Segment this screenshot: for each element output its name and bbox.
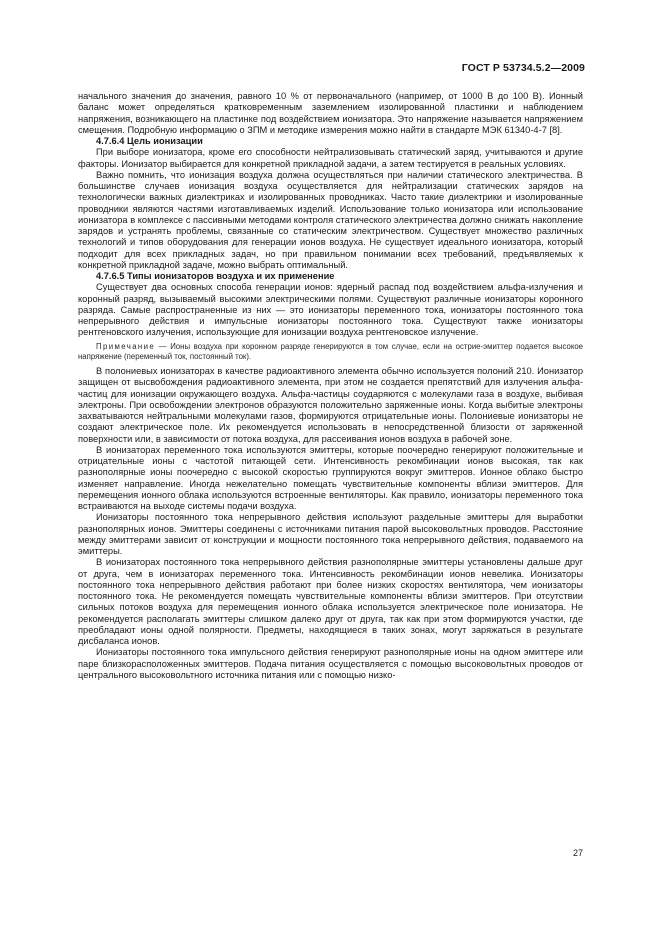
paragraph: В ионизаторах постоянного тока непрерывного действия разнополярные эмиттеры установлены дальше друг от друга, чем в ионизаторах переменного тока. Интенсивность рекомбинации ионов невелика. Ионизаторы постоянного тока непрерывного действия работают при более низких скоростях вентилятора, чем ионизаторы постоянного тока. Не рекомендуется помещать чувствительные компоненты вблизи эмиттеров. При отсутствии сильных потоков воздуха для перемещения ионного облака используется электрическое поле ионизатора. Не рекомендуется располагать эмиттеры слишком далеко друг от друга, так как при этом формируются участки, где преобладают ионы одной полярности. Предметы, находящиеся в таких зонах, могут заряжаться в результате дисбаланса ионов. <box>78 557 583 647</box>
paragraph: Существует два основных способа генерации ионов: ядерный распад под воздействием альфа-излучения и коронный разряд, вызываемый высокими электрическими полями. Существуют различные ионизаторы коронного разряда. Самые распространенные из них — это ионизаторы переменного тока, ионизаторы постоянного тока непрерывного действия и импульсные ионизаторы постоянного тока. Существуют также ионизаторы рентгеновского излучения, использующие для ионизации воздуха рентгеновское излучение. <box>78 282 583 338</box>
paragraph: В ионизаторах переменного тока используются эмиттеры, которые поочередно генерируют положительные и отрицательные ионы с частотой питающей сети. Интенсивность рекомбинации ионов высокая, так как разнополярные ионы поочередно с высокой скоростью группируются вокруг эмиттеров. Ионное облако быстро изменяет направление. Иногда нежелательно помещать чувствительные компоненты вблизи эмиттеров. Для перемещения ионного облака используются встроенные вентиляторы. Как правило, ионизаторы переменного тока встраиваются на выходе системы подачи воздуха. <box>78 444 583 512</box>
note-text: — Ионы воздуха при коронном разряде генерируются в том случае, если на острие-эмиттер подается высокое напряжение (переменный ток, постоянный ток). <box>78 341 583 362</box>
paragraph: Ионизаторы постоянного тока импульсного действия генерируют разнополярные ионы на одном эмиттере или паре близкорасположенных эмиттеров. Подача питания осуществляется с помощью высоковольтных проводов от центрального высоковольтного источника питания или с помощью низко- <box>78 647 583 680</box>
paragraph: В полониевых ионизаторах в качестве радиоактивного элемента обычно используется полоний 210. Ионизатор защищен от высвобождения радиоактивного элемента, при этом не создается препятствий для излучения альфа-частиц для ионизации окружающего воздуха. Альфа-частицы соударяются с молекулами газа в воздухе, выбивая электроны. При освобождении электронов образуются положительно заряженные ионы. Когда выбитые электроны захватываются нейтральными молекулами газов, формируются отрицательные ионы. Полониевые ионизаторы не создают электрическое поле. Их рекомендуется использовать в непосредственной близости от заряженной поверхности или, в зависимости от потока воздуха, для рассеивания ионов воздуха в рабочей зоне. <box>78 366 583 444</box>
paragraph-intro: начального значения до значения, равного 10 % от первоначального (например, от 1000 В до 100 В). Ионный баланс может определяться кратковременным заземлением изолированной пластинки и наблюдением напряжения, возникающего на пластинке под воздействием ионизатора. Это напряжение называется напряжением смещения. Подробную информацию о ЗПМ и методике измерения можно найти в стандарте МЭК 61340-4-7 [8]. <box>78 91 583 135</box>
document-body <box>78 91 583 681</box>
section-heading-4-7-6-5: 4.7.6.5 Типы ионизаторов воздуха и их применение <box>96 271 335 281</box>
document-header: ГОСТ Р 53734.5.2—2009 <box>461 62 585 74</box>
paragraph: Важно помнить, что ионизация воздуха должна осуществляться при наличии статического электричества. В большинстве случаев ионизация воздуха осуществляется для нейтрализации статических зарядов на технологически важных диэлектриках и изолированных проводниках. Часто такие диэлектрики и изолированные проводники являются частями изготавливаемых изделий. Использование только ионизатора или использование ионизатора в комплексе с пассивными методами контроля статического электричества должно снижать накопление зарядов и устранять проблемы, связанные со статическим электричеством. Существует множество различных технологий и типов оборудования для генерации ионов воздуха. Не существует идеального ионизатора, который подходит для всех прикладных задач, но при правильном понимании всех требований, предъявляемых к конкретной прикладной задаче, можно выбрать оптимальный. <box>78 169 583 270</box>
paragraph: При выборе ионизатора, кроме его способности нейтрализовывать статический заряд, учитываются и другие факторы. Ионизатор выбирается для конкретной прикладной задачи, а затем тестируется в реальных условиях. <box>78 147 583 169</box>
note <box>78 342 583 364</box>
note-label: Примечание <box>96 341 156 351</box>
page-number: 27 <box>572 848 583 858</box>
paragraph: Ионизаторы постоянного тока непрерывного действия используют раздельные эмиттеры для выработки разнополярных ионов. Эмиттеры соединены с источниками питания парой высоковольтных проводов. Расстояние между эмиттерами зависит от конструкции и мощности постоянного тока непрерывного действия, подаваемого на эмиттеры. <box>78 512 583 557</box>
section-heading-4-7-6-4: 4.7.6.4 Цель ионизации <box>96 136 203 146</box>
